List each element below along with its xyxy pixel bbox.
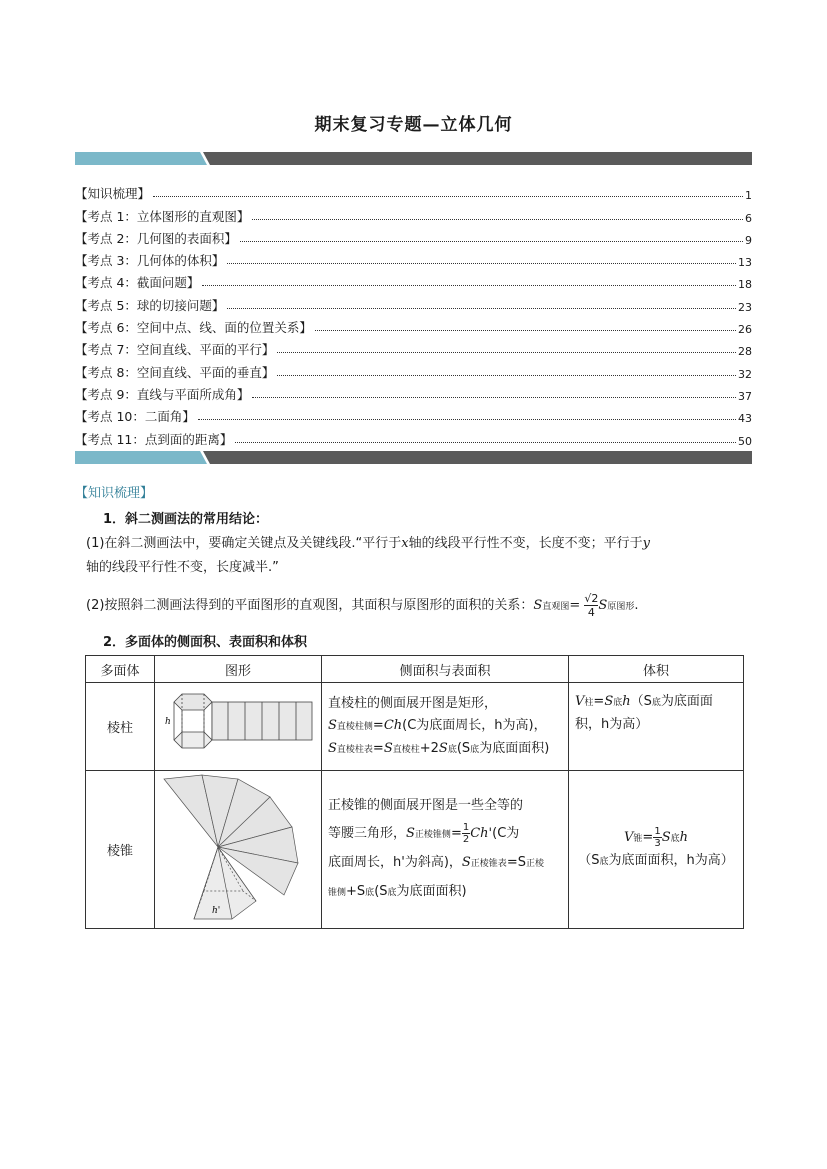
math-s: S: [533, 598, 543, 613]
prism-area-text: [322, 683, 569, 771]
text: 底面周长，h'为斜高)，: [328, 855, 462, 870]
math-sub: 底: [613, 698, 623, 708]
math-sub: 底: [365, 888, 375, 898]
toc-leader-dots: [235, 441, 736, 443]
math-s: S: [661, 830, 671, 845]
fraction-den: 3: [654, 838, 661, 849]
math-plus: +2: [419, 740, 439, 756]
toc-entry[interactable]: [75, 202, 752, 224]
math-eq: =: [450, 826, 462, 841]
text: (C为底面周长，h为高)，: [402, 717, 547, 733]
subheading-polyhedra: 2．多面体的侧面积、表面积和体积: [103, 635, 308, 650]
text: 正棱锥的侧面展开图是一些全等的: [328, 798, 524, 813]
text: 直棱柱的侧面展开图是矩形，: [328, 695, 498, 711]
toc-entry-page: 13: [738, 256, 752, 270]
math-s: S: [604, 694, 614, 709]
paragraph-oblique-rule: [86, 532, 754, 580]
pyramid-net-diagram: [158, 773, 318, 923]
math-eq: =: [569, 598, 581, 613]
table-row-pyramid: [86, 771, 744, 929]
toc-leader-dots: [252, 396, 736, 398]
prism-name: 棱柱: [86, 683, 155, 771]
toc-entry-label: 【考点 2：几何图的表面积】: [75, 230, 237, 246]
math-sub: 底: [670, 834, 680, 844]
fraction-num: 1: [654, 826, 661, 837]
math-eq: =: [593, 694, 605, 709]
para-end: .: [634, 598, 639, 613]
toc-entry-label: 【考点 10：二面角】: [75, 409, 195, 425]
section-heading: 【知识梳理】: [75, 486, 154, 501]
table-row-prism: [86, 683, 744, 771]
paragraph-area-relation: [86, 592, 754, 619]
header-band-bottom: [75, 451, 752, 464]
text: (S: [374, 884, 388, 899]
toc-entry-page: 32: [738, 367, 752, 381]
toc-entry-label: 【考点 9：直线与平面所成角】: [75, 386, 250, 402]
para-text: 轴的线段平行性不变，长度减半.”: [86, 560, 279, 575]
subheading-oblique-drawing: 1．斜二测画法的常用结论：: [103, 512, 269, 527]
math-h: h: [679, 830, 688, 845]
math-s: S: [406, 826, 415, 841]
prism-volume-text: [569, 683, 744, 771]
toc-leader-dots: [277, 374, 736, 376]
math-ch: Ch': [470, 826, 493, 841]
toc-entry-page: 1: [745, 189, 752, 203]
toc-entry[interactable]: [75, 314, 752, 336]
toc-entry-label: 【考点 11：点到面的距离】: [75, 431, 233, 447]
text: 为底面面积，h为高）: [575, 694, 713, 732]
math-sub: 底: [599, 857, 609, 867]
toc-entry[interactable]: [75, 291, 752, 313]
math-sub: 底: [651, 698, 661, 708]
math-sub: 底: [470, 744, 480, 755]
math-h: h: [622, 694, 631, 709]
header-volume: 体积: [569, 656, 744, 683]
math-v: V: [624, 830, 634, 845]
toc-entry-page: 37: [738, 389, 752, 403]
header-figure: 图形: [155, 656, 322, 683]
toc-entry-page: 50: [738, 434, 752, 448]
text: 为底面面积): [396, 884, 467, 899]
math-s: S: [438, 740, 448, 756]
pyramid-area-text: [322, 771, 569, 929]
toc-entry-label: 【知识梳理】: [75, 186, 151, 202]
toc-entry[interactable]: [75, 247, 752, 269]
polyhedron-table: [85, 655, 744, 929]
toc-entry-page: 43: [738, 412, 752, 426]
y-variable: y: [642, 536, 651, 551]
toc-entry-label: 【考点 4：截面问题】: [75, 275, 200, 291]
toc-entry-page: 18: [738, 278, 752, 292]
text: （S: [578, 853, 600, 868]
toc-entry-page: 26: [738, 323, 752, 337]
math-sub: 直棱柱: [392, 744, 420, 755]
toc-entry-label: 【考点 3：几何体的体积】: [75, 253, 225, 269]
toc-leader-dots: [252, 218, 743, 220]
math-sub: 锥侧: [328, 888, 347, 898]
toc-leader-dots: [315, 329, 736, 331]
para-text: (2)按照斜二测画法得到的平面图形的直观图，其面积与原图形的面积的关系：: [86, 598, 534, 613]
toc-entry-label: 【考点 6：空间中点、线、面的位置关系】: [75, 320, 312, 336]
toc-entry[interactable]: [75, 381, 752, 403]
table-header-row: [86, 656, 744, 683]
pyramid-volume-text: [569, 771, 744, 929]
para-text: (1)在斜二测画法中，要确定关键点及关键线段.“平行于: [86, 536, 402, 551]
toc-entry[interactable]: [75, 358, 752, 380]
toc-leader-dots: [153, 195, 743, 197]
toc-entry-label: 【考点 8：空间直线、平面的垂直】: [75, 364, 275, 380]
header-polyhedron: 多面体: [86, 656, 155, 683]
toc-entry-label: 【考点 1：立体图形的直观图】: [75, 208, 250, 224]
prism-h-label: h: [165, 716, 171, 727]
fraction-num: √2: [584, 592, 599, 605]
text: +S: [346, 884, 366, 899]
math-eq: =: [372, 717, 384, 733]
fraction-third: [653, 826, 661, 849]
toc-entry[interactable]: [75, 225, 752, 247]
pyramid-figure: [155, 771, 322, 929]
page-title: 期末复习专题—立体几何: [314, 115, 513, 135]
table-of-contents: [75, 180, 752, 448]
text: （S: [630, 694, 652, 709]
math-s: S: [328, 740, 337, 756]
math-sub: 直棱柱侧: [336, 721, 373, 732]
toc-entry[interactable]: [75, 269, 752, 291]
fraction-den: 2: [462, 834, 470, 845]
toc-entry-label: 【考点 7：空间直线、平面的平行】: [75, 342, 275, 358]
math-sub: 正棱锥侧: [414, 830, 451, 840]
fraction-sqrt2-4: [584, 592, 598, 619]
toc-leader-dots: [227, 307, 736, 309]
header-band-top: [75, 152, 752, 165]
text: (S: [456, 740, 471, 756]
math-sub: 直棱柱表: [336, 744, 373, 755]
math-v: V: [575, 694, 585, 709]
toc-leader-dots: [202, 284, 736, 286]
math-sub: 正棱: [525, 859, 544, 869]
math-s: S: [328, 717, 337, 733]
toc-entry-page: 28: [738, 345, 752, 359]
toc-entry-page: 9: [745, 233, 752, 247]
text: (C为: [492, 826, 520, 841]
math-ch: Ch: [383, 717, 403, 733]
toc-leader-dots: [227, 262, 736, 264]
math-sub: 正棱锥表: [470, 859, 507, 869]
toc-entry[interactable]: [75, 336, 752, 358]
math-s: S: [461, 855, 471, 870]
math-sub: 锥: [633, 834, 643, 844]
fraction-num: 1: [462, 822, 470, 833]
math-sub: 柱: [584, 698, 594, 708]
toc-entry-page: 23: [738, 300, 752, 314]
prism-net-diagram: [158, 690, 318, 760]
fraction-den: 4: [587, 606, 595, 619]
prism-figure: [155, 683, 322, 771]
toc-entry[interactable]: [75, 403, 752, 425]
math-s: S: [598, 598, 608, 613]
toc-entry[interactable]: [75, 425, 752, 447]
toc-leader-dots: [198, 418, 736, 420]
math-sub: 直观图: [542, 602, 570, 612]
math-eq: =: [372, 740, 384, 756]
toc-entry[interactable]: [75, 180, 752, 202]
math-eq: =S: [506, 855, 526, 870]
toc-leader-dots: [240, 240, 743, 242]
math-sub: 底: [447, 744, 457, 755]
toc-entry-page: 6: [745, 211, 752, 225]
toc-leader-dots: [277, 351, 736, 353]
header-area: 侧面积与表面积: [322, 656, 569, 683]
x-variable: x: [401, 536, 409, 551]
math-sub: 原图形: [607, 602, 635, 612]
fraction-half: [462, 822, 470, 845]
pyramid-name: 棱锥: [86, 771, 155, 929]
para-text: 轴的线段平行性不变，长度不变；平行于: [408, 536, 643, 551]
math-s: S: [383, 740, 393, 756]
text: 等腰三角形，: [328, 826, 407, 841]
text: 为底面面积，h为高）: [608, 853, 734, 868]
toc-entry-label: 【考点 5：球的切接问题】: [75, 297, 225, 313]
text: 为底面面积): [479, 740, 550, 756]
pyramid-h-label: h': [212, 905, 221, 916]
math-eq: =: [642, 830, 654, 845]
math-sub: 底: [387, 888, 397, 898]
